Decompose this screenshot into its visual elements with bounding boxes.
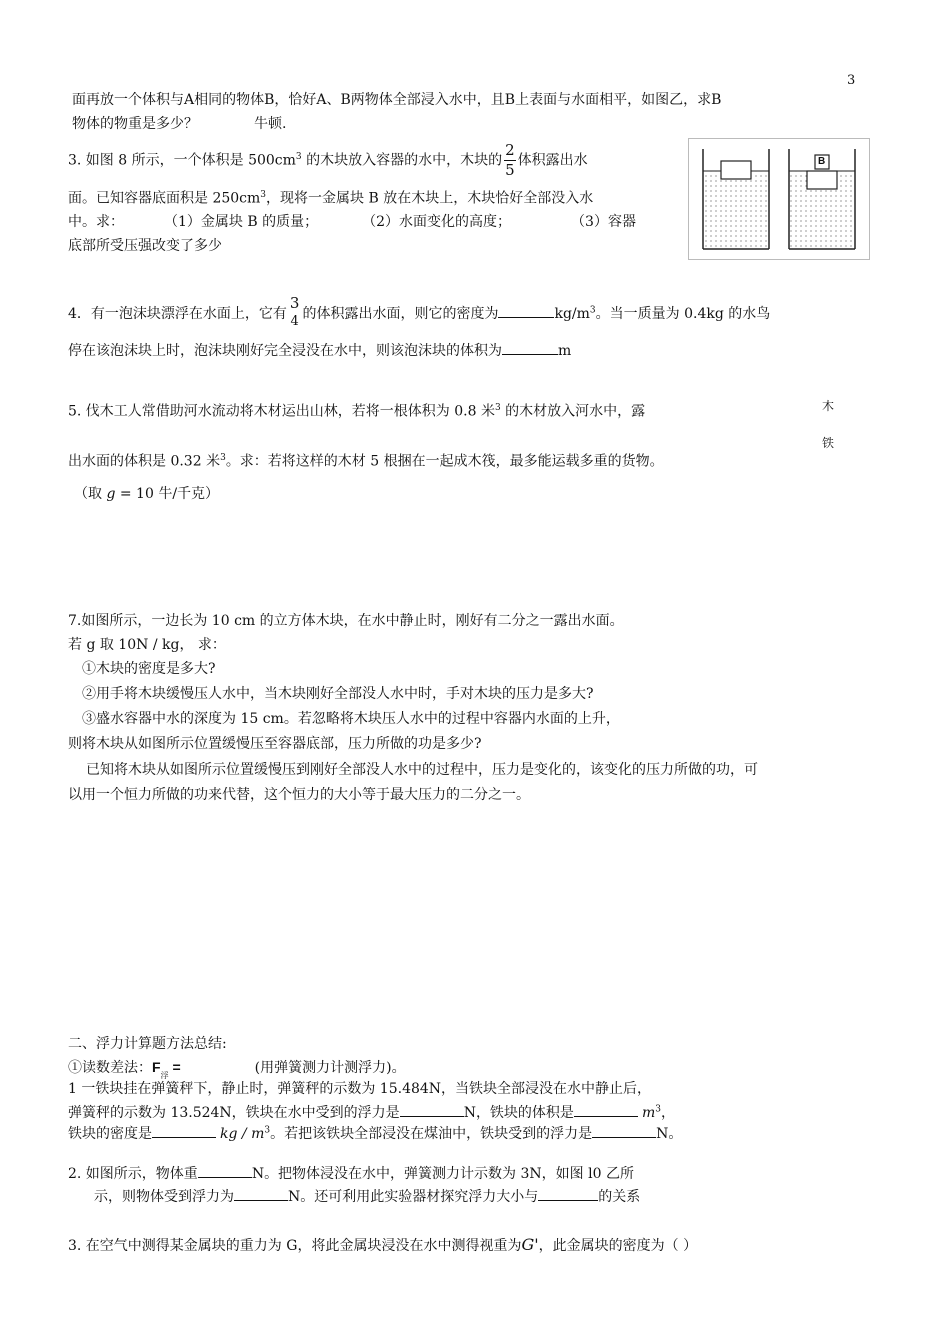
- q7-line-6: 则将木块从如图所示位置缓慢压至容器底部，压力所做的功是多少?: [68, 736, 482, 752]
- p3-apparent-weight-symbol: G': [521, 1235, 539, 1254]
- q4-density-blank[interactable]: [498, 303, 554, 318]
- q4-line2-unit: m: [558, 343, 572, 359]
- q5-text-a: 5. 伐木工人常借助河水流动将木材运出山林，若将一根体积为 0.8 米: [68, 403, 495, 420]
- p2-relation-suffix: 的关系: [598, 1189, 641, 1205]
- p2-line1-rest: N。把物体浸没在水中，弹簧测力计示数为 3N，如图 l0 乙所: [251, 1166, 634, 1182]
- p1-buoyancy-blank[interactable]: [400, 1102, 464, 1117]
- p2-weight-text: 2. 如图所示，物体重: [68, 1166, 198, 1182]
- q3-ask: 中。求：: [68, 214, 124, 230]
- q3-line2-b: ，现将一金属块 B 放在木块上，木块恰好全部没入水: [266, 190, 594, 207]
- p1-volume-text: N，铁块的体积是: [463, 1105, 574, 1121]
- q7-item-2: ②用手将木块缓慢压人水中，当木块刚好全部没人水中时，手对木块的压力是多大?: [82, 686, 594, 702]
- q5-g-symbol: g: [106, 486, 116, 502]
- q5-line2-sup: 3: [220, 453, 226, 463]
- p2-buoyancy-text: 示，则物体受到浮力为: [94, 1189, 234, 1205]
- q3-unit-sup: 3: [295, 151, 302, 162]
- wood-block-left: [721, 161, 751, 179]
- q2-line-2: [72, 116, 286, 134]
- q3-text-a: 3. 如图 8 所示，一个体积是 500cm: [68, 152, 296, 169]
- p1-unit-n: N。: [656, 1126, 683, 1142]
- p2-relation-blank[interactable]: [538, 1186, 598, 1201]
- wood-block-right: [807, 171, 837, 189]
- q5-line3-a: （取: [74, 486, 107, 502]
- p1-kerosene-blank[interactable]: [592, 1123, 656, 1138]
- page-number: 3: [847, 73, 856, 88]
- q3-figure: [688, 138, 870, 260]
- method-1-equals: =: [168, 1059, 181, 1075]
- q3-text-c: 体积露出水: [517, 152, 588, 169]
- p2-line-2: [94, 1186, 640, 1207]
- q5-side-label-wood: 木: [822, 399, 835, 413]
- q5-line3-b: 牛/千克）: [158, 486, 220, 502]
- q4-text-b: 的体积露出水面，则它的密度为: [302, 306, 499, 322]
- q4-line-2: [68, 340, 571, 361]
- p2-line-1: [68, 1163, 634, 1184]
- q7-line-2: 若 g 取 10N / kg， 求：: [68, 637, 226, 653]
- q3-line-3: [68, 214, 636, 232]
- q3-line-4: 底部所受压强改变了多少: [68, 238, 222, 254]
- q5-line-3: [74, 486, 219, 504]
- container-diagram: [689, 139, 869, 259]
- q7-line-8: 以用一个恒力所做的功来代替，这个恒力的大小等于最大压力的二分之一。: [68, 787, 530, 803]
- q3-part-2: （2）水面变化的高度；: [362, 214, 512, 230]
- p1-density-sup: 3: [264, 1125, 271, 1136]
- q3-line2-sup: 3: [260, 190, 267, 200]
- q7-item-1: ①木块的密度是多大?: [82, 661, 216, 677]
- p1-line-2: [68, 1102, 675, 1123]
- q2-unit: 牛顿.: [254, 116, 287, 132]
- p1-volume-sup: 3: [655, 1104, 661, 1115]
- q4-volume-blank[interactable]: [502, 340, 558, 355]
- q2-question: 物体的物重是多少？: [72, 116, 198, 132]
- p3-text-a: 3. 在空气中测得某金属块的重力为 G，将此金属块浸没在水中测得视重为: [68, 1238, 522, 1254]
- q5-line2-a: 出水面的体积是 0.32 米: [68, 453, 221, 470]
- p3-text-b: ，此金属块的密度为（ ）: [538, 1238, 698, 1254]
- method-1-note: (用弹簧测力计测浮力)。: [254, 1060, 406, 1076]
- q5-line-2: [68, 453, 664, 471]
- q5-text-b: 的木材放入河水中，露: [500, 403, 646, 420]
- p1-volume-blank[interactable]: [574, 1102, 638, 1117]
- q3-line-2: [68, 190, 593, 208]
- q4-unit-sup: 3: [589, 305, 596, 316]
- q3-frac-num: 2: [505, 141, 515, 159]
- q4-fraction: [289, 296, 301, 328]
- q5-side-label-iron: 铁: [822, 436, 835, 450]
- q4-text-a: 4．有一泡沫块漂浮在水面上，它有: [68, 306, 287, 322]
- q4-unit: kg/m: [554, 306, 590, 322]
- buoyancy-symbol: F: [152, 1059, 161, 1075]
- buoyancy-subscript: 浮: [160, 1071, 169, 1080]
- method-1-line: [68, 1059, 406, 1078]
- q4-text-d: 。当一质量为 0.4kg 的水鸟: [595, 306, 771, 322]
- q3-fraction: [504, 143, 516, 178]
- method-1-label: ①读数差法：: [68, 1060, 152, 1076]
- q3-line2-a: 面。已知容器底面积是 250cm: [68, 190, 261, 207]
- p1-line-3: [68, 1123, 682, 1144]
- metal-block-label: B: [818, 156, 826, 167]
- p1-volume-unit: m: [641, 1105, 656, 1121]
- q4-frac-num: 3: [289, 294, 300, 312]
- p2-weight-blank[interactable]: [198, 1163, 252, 1178]
- q3-text-b: 的木块放入容器的水中，木块的: [301, 152, 503, 169]
- q7-line-7: 已知将木块从如图所示位置缓慢压到刚好全部没人水中的过程中，压力是变化的，该变化的压力所做的功，可: [86, 762, 758, 778]
- q7-line-1: 7.如图所示，一边长为 10 cm 的立方体木块，在水中静止时，刚好有二分之一露出水面。: [68, 613, 624, 629]
- p3-line-1: [68, 1235, 697, 1256]
- p1-density-blank[interactable]: [152, 1123, 216, 1138]
- container-left: [703, 149, 769, 249]
- q7-item-3: ③盛水容器中水的深度为 15 cm。若忽略将木块压人水中的过程中容器内水面的上升，: [82, 711, 620, 727]
- p2-buoyancy-blank[interactable]: [234, 1186, 288, 1201]
- p1-kerosene-text: 。若把该铁块全部浸没在煤油中，铁块受到的浮力是: [270, 1126, 593, 1142]
- p1-line-1: 1 一铁块挂在弹簧秤下，静止时，弹簧秤的示数为 15.484N，当铁块全部浸没在水中静止后，: [68, 1081, 652, 1097]
- q3-frac-den: 5: [505, 161, 515, 179]
- p1-density-unit: kg / m: [220, 1126, 265, 1142]
- section2-heading: 二、浮力计算题方法总结:: [68, 1036, 227, 1052]
- q5-line2-b: 。求：若将这样的木材 5 根捆在一起成木筏，最多能运载多重的货物。: [225, 453, 664, 470]
- p1-density-text: 铁块的密度是: [68, 1126, 152, 1142]
- p1-buoyancy-text: 弹簧秤的示数为 13.524N，铁块在水中受到的浮力是: [68, 1105, 400, 1121]
- q4-line-1: [68, 294, 771, 330]
- q3-part-3: （3）容器: [571, 214, 636, 230]
- q4-line2-text: 停在该泡沫块上时，泡沫块刚好完全浸没在水中，则该泡沫块的体积为: [68, 343, 502, 359]
- p1-comma: ，: [660, 1105, 675, 1121]
- q3-part-1: （1）金属块 B 的质量；: [164, 214, 319, 230]
- q3-line-1: [68, 143, 588, 178]
- q4-frac-den: 4: [290, 314, 299, 329]
- q2-line-1: 面再放一个体积与A相同的物体B，恰好A、B两物体全部浸入水中，且B上表面与水面相平，如图乙，求B: [72, 92, 722, 108]
- q5-g-value: = 10: [115, 486, 159, 502]
- q5-line-1: [68, 403, 645, 421]
- q5-sup: 3: [494, 403, 501, 413]
- p2-explore-text: N。还可利用此实验器材探究浮力大小与: [288, 1189, 539, 1205]
